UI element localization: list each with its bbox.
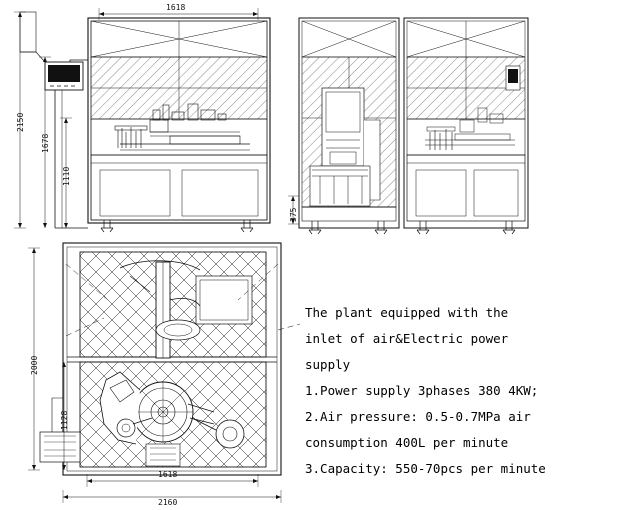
- note-item-1: 1.Power supply 3phases 380 4KW;: [305, 383, 539, 398]
- dimension-front-frame-height: 1678: [41, 133, 50, 153]
- dimension-front-overall-height: 2150: [16, 112, 25, 132]
- dimension-front-width: 1618: [166, 3, 186, 12]
- dimension-plan-inner-width: 1618: [158, 470, 178, 479]
- note-heading-line-2: inlet of air&Electric power: [305, 331, 509, 346]
- dimension-plan-depth: 2000: [30, 355, 39, 375]
- dimension-side-base-height: 375: [289, 207, 298, 222]
- note-item-2-cont: consumption 400L per minute: [305, 435, 509, 450]
- dimension-plan-overall-width: 2160: [158, 498, 178, 507]
- dimension-front-conveyor-height: 1110: [62, 166, 71, 186]
- note-heading-line-3: supply: [305, 357, 351, 372]
- note-item-3: 3.Capacity: 550-70pcs per minute: [305, 461, 546, 476]
- dimension-plan-inner-depth: 1128: [60, 410, 69, 430]
- note-heading-line-1: The plant equipped with the: [305, 305, 509, 320]
- note-item-2: 2.Air pressure: 0.5-0.7MPa air: [305, 409, 531, 424]
